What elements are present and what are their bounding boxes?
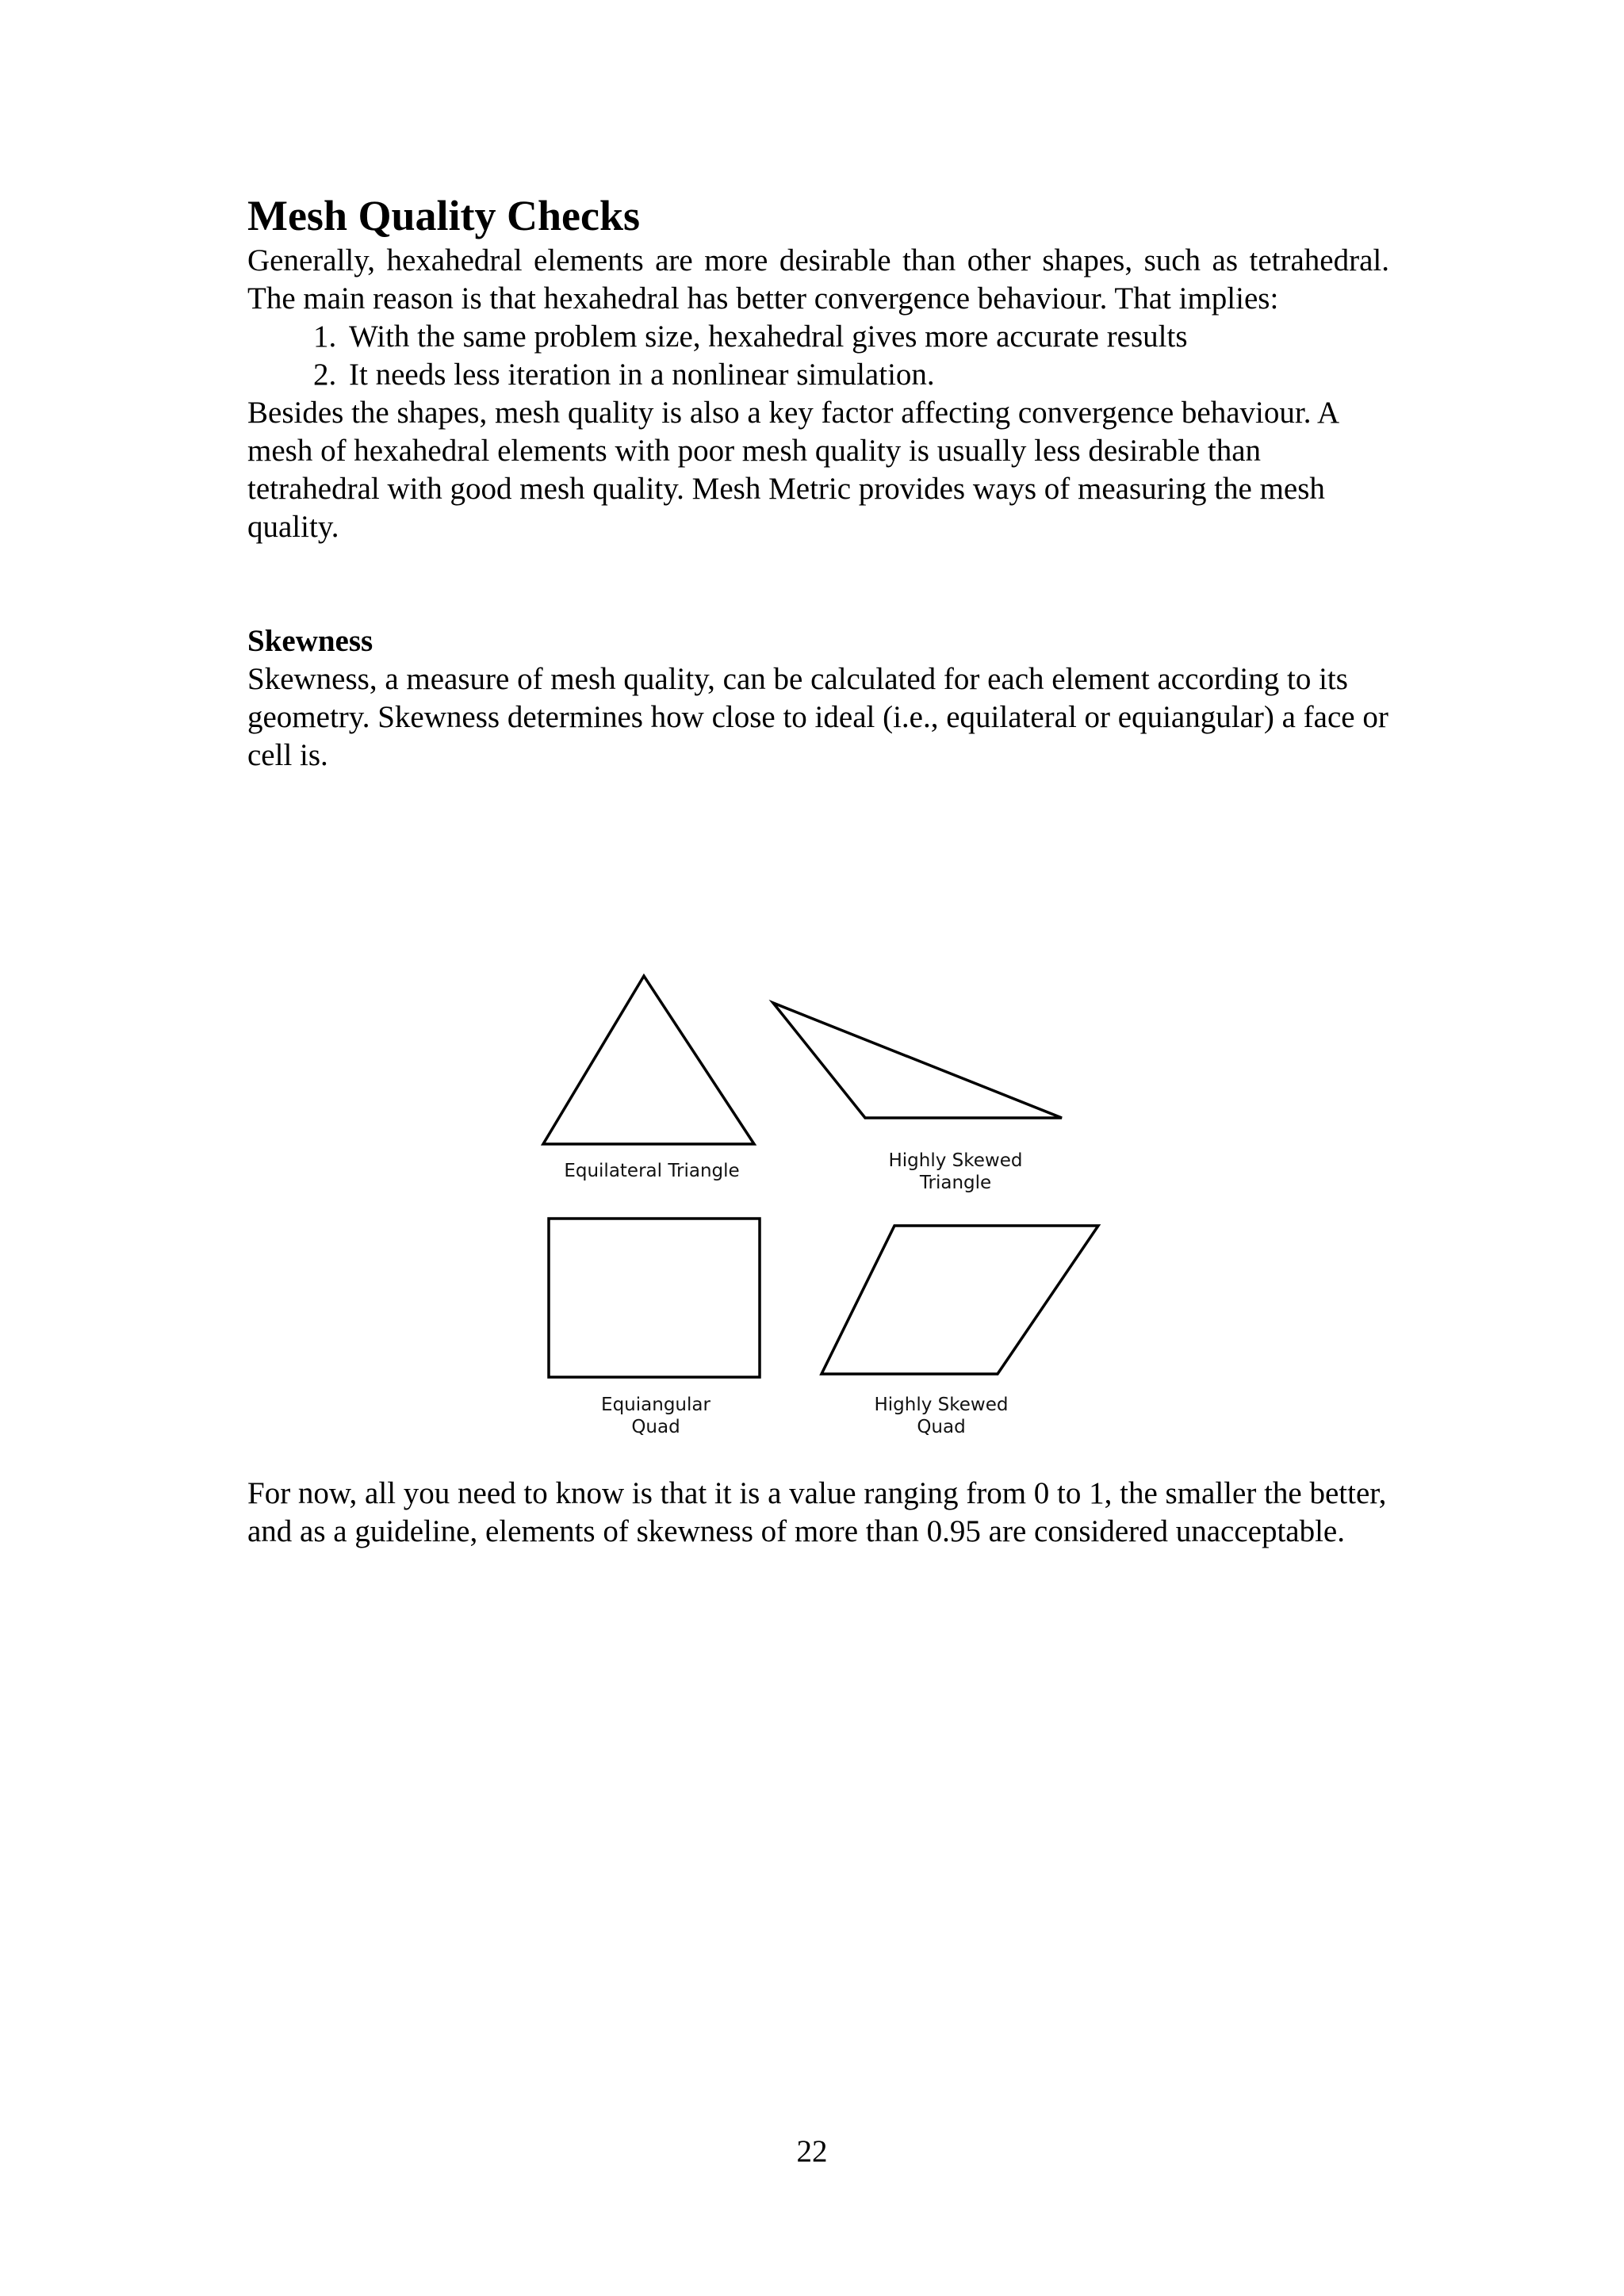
equilateral-triangle-label: Equilateral Triangle bbox=[564, 1161, 740, 1181]
equiangular-quad-label: Equiangular Quad bbox=[601, 1395, 710, 1437]
skewness-heading: Skewness bbox=[247, 623, 373, 658]
skewed-triangle-label: Highly Skewed Triangle bbox=[888, 1150, 1023, 1193]
skewed-quad-shape bbox=[822, 1226, 1098, 1374]
skewness-paragraph: Skewness, a measure of mesh quality, can be calculated for each element according to its geometry. Skewness determines how close to ideal (i.e., equilateral or equiangular) a face or cell is. bbox=[247, 661, 1388, 772]
list-item: 1. With the same problem size, hexahedral gives more accurate results bbox=[344, 318, 1389, 356]
skewed-quad-label: Highly Skewed Quad bbox=[874, 1395, 1009, 1437]
intro-paragraph: Generally, hexahedral elements are more desirable than other shapes, such as tetrahedral. The main reason is that hexahedral has better convergence behaviour. That implies: bbox=[247, 243, 1389, 316]
skewed-triangle-shape bbox=[773, 1003, 1062, 1118]
page-number: 22 bbox=[796, 2134, 828, 2168]
implies-list bbox=[247, 318, 1389, 394]
mesh-quality-paragraph: Besides the shapes, mesh quality is also a key factor affecting convergence behaviour. A mesh of hexahedral elements with poor mesh quality is usually less desirable than tetrahedral with good mesh quality. Mesh Metric provides ways of measuring the mesh quality. bbox=[247, 395, 1339, 544]
main-content bbox=[247, 190, 1389, 775]
skewness-range-paragraph: For now, all you need to know is that it is a value ranging from 0 to 1, the smaller the better, and as a guideline, elements of skewness of more than 0.95 are considered unacceptable. bbox=[247, 1476, 1387, 1548]
page-title: Mesh Quality Checks bbox=[247, 192, 641, 239]
list-item: 2. It needs less iteration in a nonlinear simulation. bbox=[344, 356, 1389, 394]
equilateral-triangle-shape bbox=[543, 976, 754, 1144]
equiangular-quad-shape bbox=[549, 1219, 760, 1377]
